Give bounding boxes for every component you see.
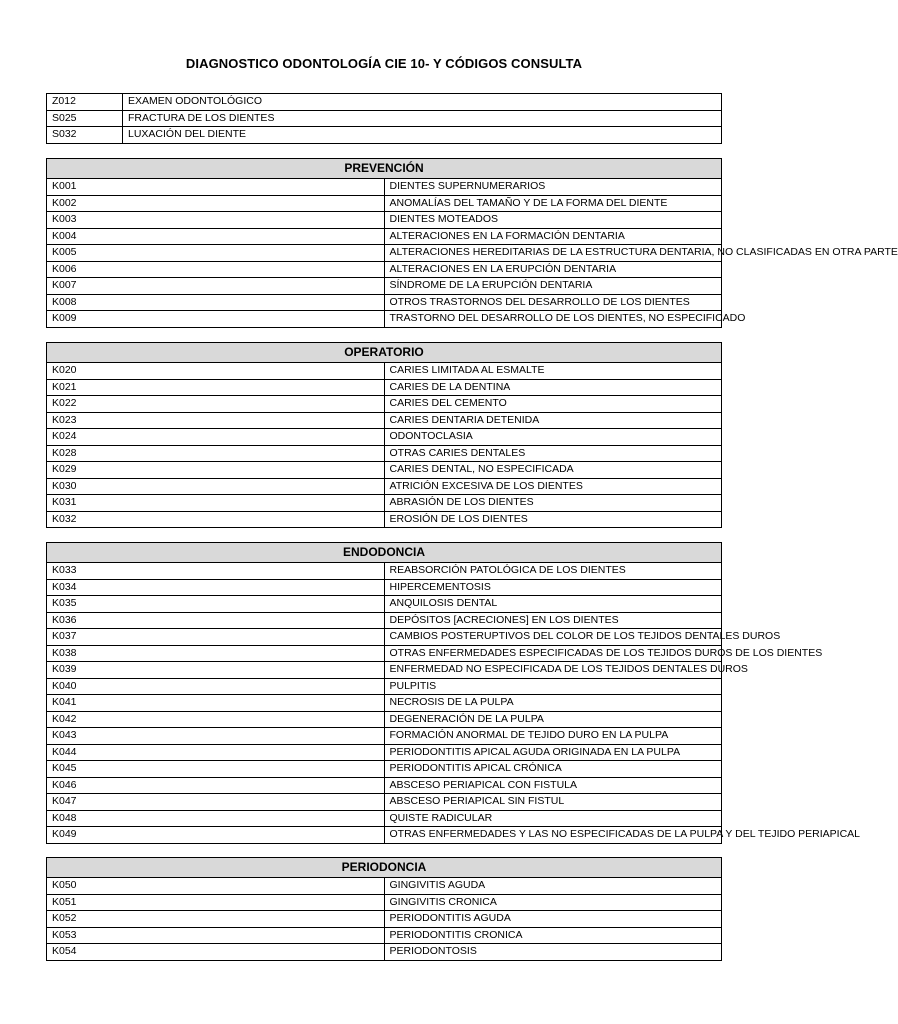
description-cell: EROSIÓN DE LOS DIENTES [384,511,722,528]
code-cell: Z012 [47,94,123,111]
description-cell: DIENTES MOTEADOS [384,212,722,229]
code-cell: K029 [47,462,385,479]
description-cell: NECROSIS DE LA PULPA [384,695,722,712]
endodoncia-table [46,542,861,844]
table-row [47,827,722,844]
code-cell: K003 [47,212,385,229]
code-cell: K036 [47,612,385,629]
table-row [47,794,722,811]
code-cell: K008 [47,294,385,311]
table-row [47,311,722,328]
table-row [47,894,722,911]
code-cell: K049 [47,827,385,844]
table-row [47,878,722,895]
description-cell: ALTERACIONES HEREDITARIAS DE LA ESTRUCTURA DENTARIA, NO CLASIFICADAS EN OTRA PARTE [384,245,722,262]
description-cell: REABSORCIÓN PATOLÓGICA DE LOS DIENTES [384,563,722,580]
operatorio-table [46,342,722,528]
description-cell: ATRICIÓN EXCESIVA DE LOS DIENTES [384,478,722,495]
section-header-prevencion: PREVENCIÓN [47,159,722,179]
table-row [47,110,722,127]
table-row [47,662,722,679]
code-cell: K038 [47,645,385,662]
description-cell: LUXACIÓN DEL DIENTE [123,127,722,144]
table-row [47,761,722,778]
table-row [47,579,722,596]
code-cell: K033 [47,563,385,580]
description-cell: QUISTE RADICULAR [384,810,722,827]
table-row [47,695,722,712]
description-cell: CARIES DEL CEMENTO [384,396,722,413]
table-row [47,228,722,245]
description-cell: ABRASIÓN DE LOS DIENTES [384,495,722,512]
table-row [47,363,722,380]
description-cell: DEGENERACIÓN DE LA PULPA [384,711,722,728]
prevencion-table [46,158,898,328]
table-row [47,563,722,580]
code-cell: K053 [47,927,385,944]
table-row [47,744,722,761]
code-cell: K048 [47,810,385,827]
table-row [47,944,722,961]
table-row [47,511,722,528]
code-cell: K046 [47,777,385,794]
section-header-endodoncia: ENDODONCIA [47,543,722,563]
table-row [47,728,722,745]
code-cell: K039 [47,662,385,679]
description-cell: OTRAS CARIES DENTALES [384,445,722,462]
code-cell: K042 [47,711,385,728]
description-cell: ABSCESO PERIAPICAL CON FISTULA [384,777,722,794]
table-row [47,645,722,662]
code-cell: K035 [47,596,385,613]
description-cell: CARIES DENTARIA DETENIDA [384,412,722,429]
table-row [47,94,722,111]
code-cell: K031 [47,495,385,512]
section-header-row [47,159,722,179]
table-row [47,927,722,944]
description-cell: GINGIVITIS AGUDA [384,878,722,895]
table-row [47,195,722,212]
code-cell: K021 [47,379,385,396]
table-row [47,478,722,495]
description-cell: ALTERACIONES EN LA ERUPCIÓN DENTARIA [384,261,722,278]
code-cell: K006 [47,261,385,278]
description-cell: ALTERACIONES EN LA FORMACIÓN DENTARIA [384,228,722,245]
description-cell: FORMACIÓN ANORMAL DE TEJIDO DURO EN LA PULPA [384,728,722,745]
code-cell: K028 [47,445,385,462]
table-row [47,445,722,462]
code-cell: K009 [47,311,385,328]
description-cell: PERIODONTITIS APICAL AGUDA ORIGINADA EN LA PULPA [384,744,722,761]
code-cell: K030 [47,478,385,495]
table-row [47,212,722,229]
description-cell: HIPERCEMENTOSIS [384,579,722,596]
description-cell: OTRAS ENFERMEDADES ESPECIFICADAS DE LOS TEJIDOS DUROS DE LOS DIENTES [384,645,722,662]
description-cell: EXAMEN ODONTOLÓGICO [123,94,722,111]
description-cell: ANQUILOSIS DENTAL [384,596,722,613]
description-cell: PULPITIS [384,678,722,695]
code-cell: K043 [47,728,385,745]
code-cell: K023 [47,412,385,429]
description-cell: ABSCESO PERIAPICAL SIN FISTUL [384,794,722,811]
code-cell: K052 [47,911,385,928]
description-cell: TRASTORNO DEL DESARROLLO DE LOS DIENTES, NO ESPECIFICADO [384,311,722,328]
description-cell: OTROS TRASTORNOS DEL DESARROLLO DE LOS DIENTES [384,294,722,311]
description-cell: ODONTOCLASIA [384,429,722,446]
code-cell: K051 [47,894,385,911]
table-row [47,396,722,413]
general-codes-table [46,93,722,144]
table-row [47,379,722,396]
code-cell: K005 [47,245,385,262]
table-row [47,462,722,479]
table-row [47,412,722,429]
code-cell: K050 [47,878,385,895]
table-row [47,294,722,311]
table-row [47,245,722,262]
description-cell: SÍNDROME DE LA ERUPCIÓN DENTARIA [384,278,722,295]
table-row [47,678,722,695]
description-cell: CARIES DENTAL, NO ESPECIFICADA [384,462,722,479]
description-cell: DEPÓSITOS [ACRECIONES] EN LOS DIENTES [384,612,722,629]
description-cell: ANOMALÍAS DEL TAMAÑO Y DE LA FORMA DEL DIENTE [384,195,722,212]
code-cell: S032 [47,127,123,144]
table-row [47,711,722,728]
description-cell: GINGIVITIS CRONICA [384,894,722,911]
code-cell: K034 [47,579,385,596]
code-cell: K024 [47,429,385,446]
code-cell: K020 [47,363,385,380]
table-row [47,495,722,512]
description-cell: FRACTURA DE LOS DIENTES [123,110,722,127]
table-row [47,261,722,278]
table-row [47,127,722,144]
code-cell: K040 [47,678,385,695]
code-cell: S025 [47,110,123,127]
description-cell: PERIODONTITIS CRONICA [384,927,722,944]
code-cell: K037 [47,629,385,646]
description-cell: PERIODONTOSIS [384,944,722,961]
table-row [47,278,722,295]
code-cell: K002 [47,195,385,212]
section-header-row [47,543,722,563]
table-row [47,612,722,629]
periodoncia-table [46,857,722,961]
description-cell: ENFERMEDAD NO ESPECIFICADA DE LOS TEJIDOS DENTALES DUROS [384,662,722,679]
table-row [47,596,722,613]
description-cell: PERIODONTITIS APICAL CRÓNICA [384,761,722,778]
code-cell: K054 [47,944,385,961]
code-cell: K007 [47,278,385,295]
table-row [47,179,722,196]
table-row [47,429,722,446]
code-cell: K001 [47,179,385,196]
table-row [47,777,722,794]
code-cell: K044 [47,744,385,761]
description-cell: DIENTES SUPERNUMERARIOS [384,179,722,196]
description-cell: CAMBIOS POSTERUPTIVOS DEL COLOR DE LOS TEJIDOS DENTALES DUROS [384,629,722,646]
table-row [47,911,722,928]
table-row [47,810,722,827]
section-header-operatorio: OPERATORIO [47,343,722,363]
description-cell: PERIODONTITIS AGUDA [384,911,722,928]
table-row [47,629,722,646]
code-cell: K022 [47,396,385,413]
code-cell: K004 [47,228,385,245]
page-title: DIAGNOSTICO ODONTOLOGÍA CIE 10- Y CÓDIGOS CONSULTA [185,56,583,71]
description-cell: CARIES DE LA DENTINA [384,379,722,396]
code-cell: K032 [47,511,385,528]
section-header-row [47,858,722,878]
code-cell: K047 [47,794,385,811]
section-header-periodoncia: PERIODONCIA [47,858,722,878]
description-cell: OTRAS ENFERMEDADES Y LAS NO ESPECIFICADAS DE LA PULPA Y DEL TEJIDO PERIAPICAL [384,827,722,844]
section-header-row [47,343,722,363]
code-cell: K041 [47,695,385,712]
description-cell: CARIES LIMITADA AL ESMALTE [384,363,722,380]
code-cell: K045 [47,761,385,778]
